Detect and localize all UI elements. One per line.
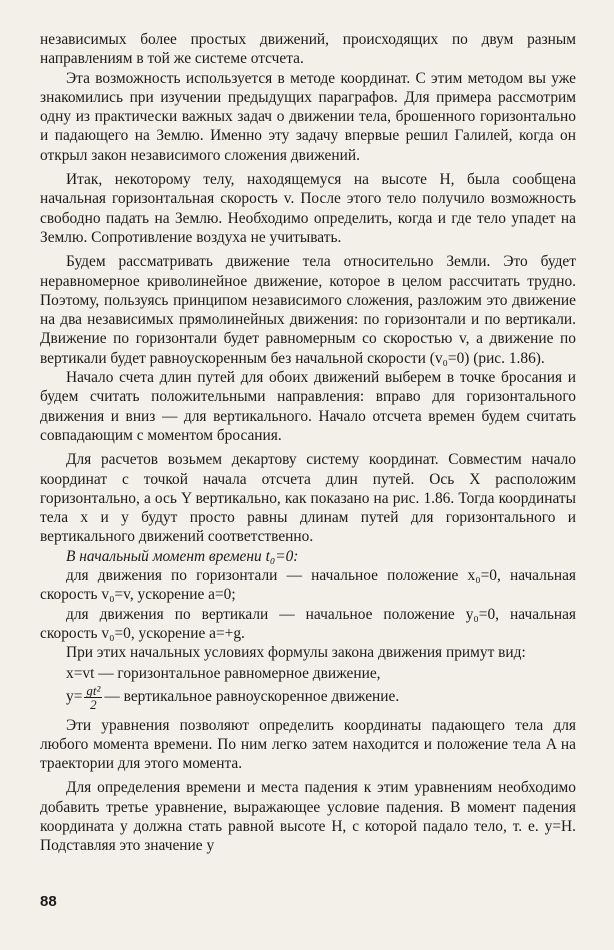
formula-lhs: y=: [66, 687, 83, 705]
fraction: [84, 684, 102, 711]
paragraph-continuation: независимых более простых движений, происходящих по двум разным направлениям в той же системе отсчета.: [40, 31, 576, 68]
vertical-conditions: для движения по вертикали — начальное положение y₀=0, начальная скорость v₀=0, ускорение a=+g.: [40, 605, 576, 642]
paragraph-path-origin: Начало счета длин путей для обоих движений выберем в точке бросания и будем считать положительными направления: вправо для горизонтального движения и вниз — для вертикального. Начало отсчета времен будем считать совпадающим с моментом бросания.: [40, 369, 576, 444]
paragraph-cartesian-system: Для расчетов возьмем декартову систему координат. Совместим начало координат с точкой начала отсчета длин путей. Ось X расположим горизонтально, а ось Y вертикально, как показано на рис. 1.86. Тогда координаты тела x и y будут просто равны длинам путей для горизонтального и вертикального движений соответственно.: [40, 451, 576, 546]
paragraph-coordinates-method: Эта возможность используется в методе координат. С этим методом вы уже знакомились при изучении предыдущих параграфов. Для примера рассмотрим одну из практически важных задач о движении тела, брошенного горизонтально и падающего на Землю. Именно эту задачу впервые решил Галилей, когда он открыл закон независимого сложения движений.: [40, 69, 576, 164]
fraction-denominator: 2: [90, 696, 97, 712]
paragraph-problem-statement: Итак, некоторому телу, находящемуся на высоте H, была сообщена начальная горизонтальная скорость v. После этого тело получило возможность свободно падать на Землю. Необходимо определить, когда и где тело упадет на Землю. Сопротивление воздуха не учитывать.: [40, 171, 576, 246]
paragraph-equations-purpose: Эти уравнения позволяют определить координаты падающего тела для любого момента времени. По ним легко затем находится и положение тела A на траектории для этого момента.: [40, 716, 576, 773]
fraction-numerator: gt²: [86, 682, 101, 698]
formula-horizontal-motion: x=vt — горизонтальное равномерное движение,: [66, 664, 381, 682]
horizontal-conditions: для движения по горизонтали — начальное положение x₀=0, начальная скорость v₀=v, ускорение a=0;: [40, 567, 576, 604]
formula-vertical-motion: [66, 684, 576, 711]
paragraph-fall-condition: Для определения времени и места падения к этим уравнениям необходимо добавить третье уравнение, выражающее условие падения. В момент падения координата y должна стать равной высоте H, с которой падало тело, т. е. y=H. Подставляя это значение y: [40, 779, 576, 855]
paragraph-decomposition: Будем рассматривать движение тела относительно Земли. Это будет неравномерное криволинейное движение, которое в целом рассчитать трудно. Поэтому, пользуясь принципом независимого сложения, разложим это движение на два независимых прямолинейных движения: по горизонтали и по вертикали. Движение по горизонтали будет равномерным со скоростью v, а движение по вертикали будет равноускоренным без начальной скорости (v₀=0) (рис. 1.86).: [40, 253, 576, 367]
formulas-intro: При этих начальных условиях формулы закона движения примут вид:: [66, 644, 526, 662]
initial-moment-heading: В начальный момент времени t₀=0:: [66, 547, 299, 565]
formula-description: — вертикальное равноускоренное движение.: [104, 687, 400, 705]
page-number: 88: [40, 893, 57, 910]
